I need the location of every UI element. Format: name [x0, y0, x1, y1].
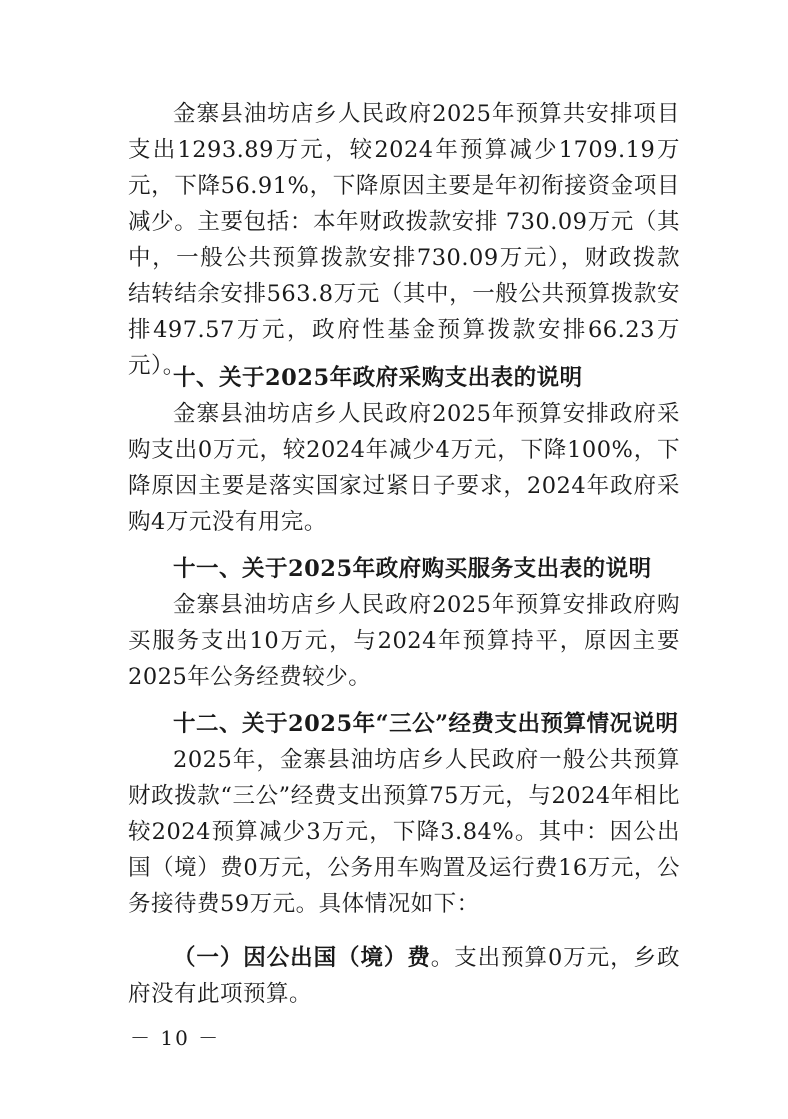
paragraph-project-expenditure: 金寨县油坊店乡人民政府2025年预算共安排项目支出1293.89万元，较2024年预算减少1709.19万元，下降56.91%，下降原因主要是年初衔接资金项目减少。主要包括：本年财政拨款安排 730.09万元（其中，一般公共预算拨款安排730.09万元），财政拨款结转结余安排563.8万元（其中，一般公共预算拨款安排497.57万元，政府性基金预算拨款安排66.23万元）。 [128, 101, 680, 379]
heading-government-procurement: 十、关于2025年政府采购支出表的说明 [173, 365, 583, 391]
section-three-public-expenses [128, 706, 680, 922]
paragraph-government-procurement: 金寨县油坊店乡人民政府2025年预算安排政府采购支出0万元，较2024年减少4万元，下降100%，下降原因主要是落实国家过紧日子要求，2024年政府采购4万元没有用完。 [128, 401, 680, 535]
section-overseas-travel [128, 940, 680, 1012]
overseas-travel-lead: （一）因公出国（境）费 [173, 945, 431, 971]
heading-purchase-services: 十一、关于2025年政府购买服务支出表的说明 [173, 556, 652, 582]
overseas-travel-text: 。支出预算0万元，乡政府没有此项预算。 [128, 945, 680, 1007]
section-project-expenditure [128, 96, 680, 384]
heading-three-public-expenses: 十二、关于2025年“三公”经费支出预算情况说明 [173, 711, 679, 737]
paragraph-purchase-services: 金寨县油坊店乡人民政府2025年预算安排政府购买服务支出10万元，与2024年预算持平，原因主要2025年公务经费较少。 [128, 592, 680, 690]
paragraph-three-public-expenses: 2025年，金寨县油坊店乡人民政府一般公共预算财政拨款“三公”经费支出预算75万元，与2024年相比较2024预算减少3万元，下降3.84%。其中：因公出国（境）费0万元，公务用车购置及运行费16万元，公务接待费59万元。具体情况如下： [128, 747, 680, 917]
section-purchase-services [128, 551, 680, 695]
section-government-procurement [128, 360, 680, 540]
page-number: － 10 － [130, 1026, 221, 1050]
paragraph-overseas-travel [128, 940, 680, 1012]
